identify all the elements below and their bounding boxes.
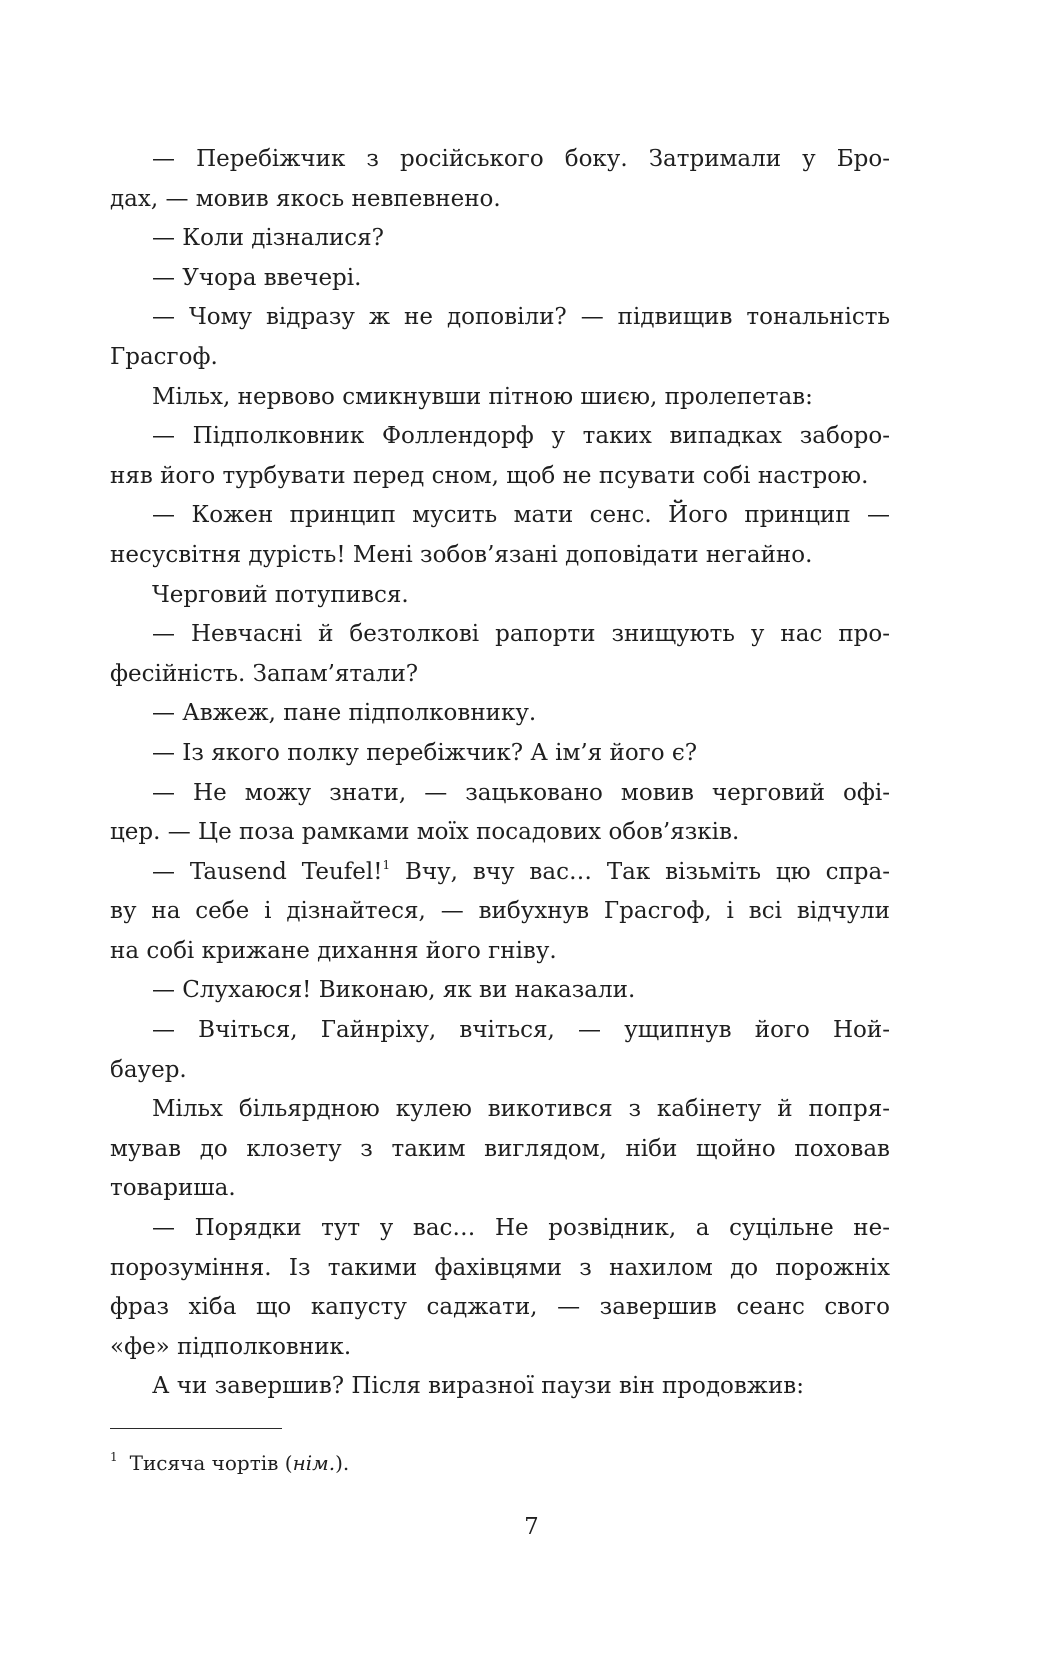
text-line-content: няв його турбувати перед сном, щоб не псувати собі настрою. xyxy=(110,462,869,489)
text-line xyxy=(110,774,890,814)
text-line xyxy=(110,655,890,695)
footnote-reference: 1 xyxy=(382,857,391,872)
text-line xyxy=(110,1328,890,1368)
text-line-content: дах, — мовив якось невпевнено. xyxy=(110,185,501,212)
text-line-content: — Кожен принцип мусить мати сенс. Його принцип — xyxy=(152,502,890,529)
text-line xyxy=(110,536,890,576)
text-line-content: — Порядки тут у вас… Не розвідник, а суцільне не- xyxy=(152,1215,890,1242)
text-line-content: цер. — Це поза рамками моїх посадових обов’язків. xyxy=(110,819,740,846)
text-line xyxy=(110,1367,890,1407)
text-line-content: — Не можу знати, — зацьковано мовив черговий офі- xyxy=(152,779,890,806)
text-line-content: порозуміння. Із такими фахівцями з нахилом до порожніх xyxy=(110,1254,890,1281)
text-line-content: — Чому відразу ж не доповіли? — підвищив тональність xyxy=(152,304,890,331)
text-line-continuation: Вчу, вчу вас… Так візьміть цю спра- xyxy=(390,858,890,885)
text-line xyxy=(110,1090,890,1130)
text-line-content: Мільх більярдною кулею викотився з кабінету й попря- xyxy=(152,1096,890,1123)
text-line-content: мував до клозету з таким виглядом, ніби щойно поховав xyxy=(110,1135,890,1162)
text-line xyxy=(110,734,890,774)
text-line xyxy=(110,1249,890,1289)
text-line xyxy=(110,1130,890,1170)
text-line-content: ву на себе і дізнайтеся, — вибухнув Грасгоф, і всі відчули xyxy=(110,898,890,925)
text-line-content: Мільх, нервово смикнувши пітною шиєю, пролепетав: xyxy=(152,383,813,410)
text-line xyxy=(110,1051,890,1091)
text-line xyxy=(110,1011,890,1051)
text-line xyxy=(110,259,890,299)
text-line-content: — Невчасні й безтолкові рапорти знищують у нас про- xyxy=(152,621,890,648)
text-line xyxy=(110,932,890,972)
footnote-language: нім. xyxy=(292,1451,336,1475)
text-line-content: несусвітня дурість! Мені зобов’язані доповідати негайно. xyxy=(110,541,813,568)
text-line xyxy=(110,378,890,418)
text-line-content: «фе» підполковник. xyxy=(110,1333,352,1360)
text-line-content: — Авжеж, пане підполковнику. xyxy=(152,700,537,727)
text-line xyxy=(110,1288,890,1328)
text-line-content: А чи завершив? Після виразної паузи він продовжив: xyxy=(152,1373,804,1400)
text-line xyxy=(110,140,890,180)
text-line-content: на собі крижане дихання його гніву. xyxy=(110,937,557,964)
body-text xyxy=(110,140,890,1407)
text-line-content: товариша. xyxy=(110,1175,236,1202)
text-line xyxy=(110,219,890,259)
text-line-content: — Перебіжчик з російського боку. Затримали у Бро- xyxy=(152,146,890,172)
page-number: 7 xyxy=(524,1514,539,1540)
text-line-content: Черговий потупився. xyxy=(152,581,409,608)
text-line xyxy=(110,1209,890,1249)
text-line-content: — Учора ввечері. xyxy=(152,264,362,291)
text-line xyxy=(110,971,890,1011)
text-line-content: — Слухаюся! Виконаю, як ви наказали. xyxy=(152,977,636,1004)
text-line xyxy=(110,694,890,734)
text-line-content: бауер. xyxy=(110,1056,187,1083)
text-line-content: — Підполковник Фоллендорф у таких випадках заборо- xyxy=(152,423,890,450)
text-line xyxy=(110,576,890,616)
text-line xyxy=(110,853,890,893)
footnote-divider xyxy=(110,1428,282,1429)
text-line xyxy=(110,457,890,497)
footnote-mark: 1 xyxy=(110,1450,118,1464)
text-line-content: — Із якого полку перебіжчик? А ім’я його є? xyxy=(152,739,698,766)
text-line xyxy=(110,496,890,536)
footnote-text: Тисяча чортів ( xyxy=(129,1451,293,1475)
text-line xyxy=(110,813,890,853)
text-line xyxy=(110,892,890,932)
text-line xyxy=(110,1169,890,1209)
text-line xyxy=(110,417,890,457)
text-line xyxy=(110,180,890,220)
text-line-content: — Вчіться, Гайнріху, вчіться, — ущипнув його Ной- xyxy=(152,1017,890,1044)
text-line xyxy=(110,298,890,338)
text-line-content: — Tausend Teufel! xyxy=(152,858,383,885)
footnote-close: ). xyxy=(335,1451,350,1475)
text-line-content: фраз хіба що капусту саджати, — завершив сеанс свого xyxy=(110,1294,890,1321)
text-line-content: — Коли дізналися? xyxy=(152,225,384,252)
text-line-content: фесійність. Запам’ятали? xyxy=(110,660,419,687)
text-line xyxy=(110,338,890,378)
footnote xyxy=(110,1443,349,1477)
text-line xyxy=(110,615,890,655)
text-line-content: Грасгоф. xyxy=(110,343,218,370)
